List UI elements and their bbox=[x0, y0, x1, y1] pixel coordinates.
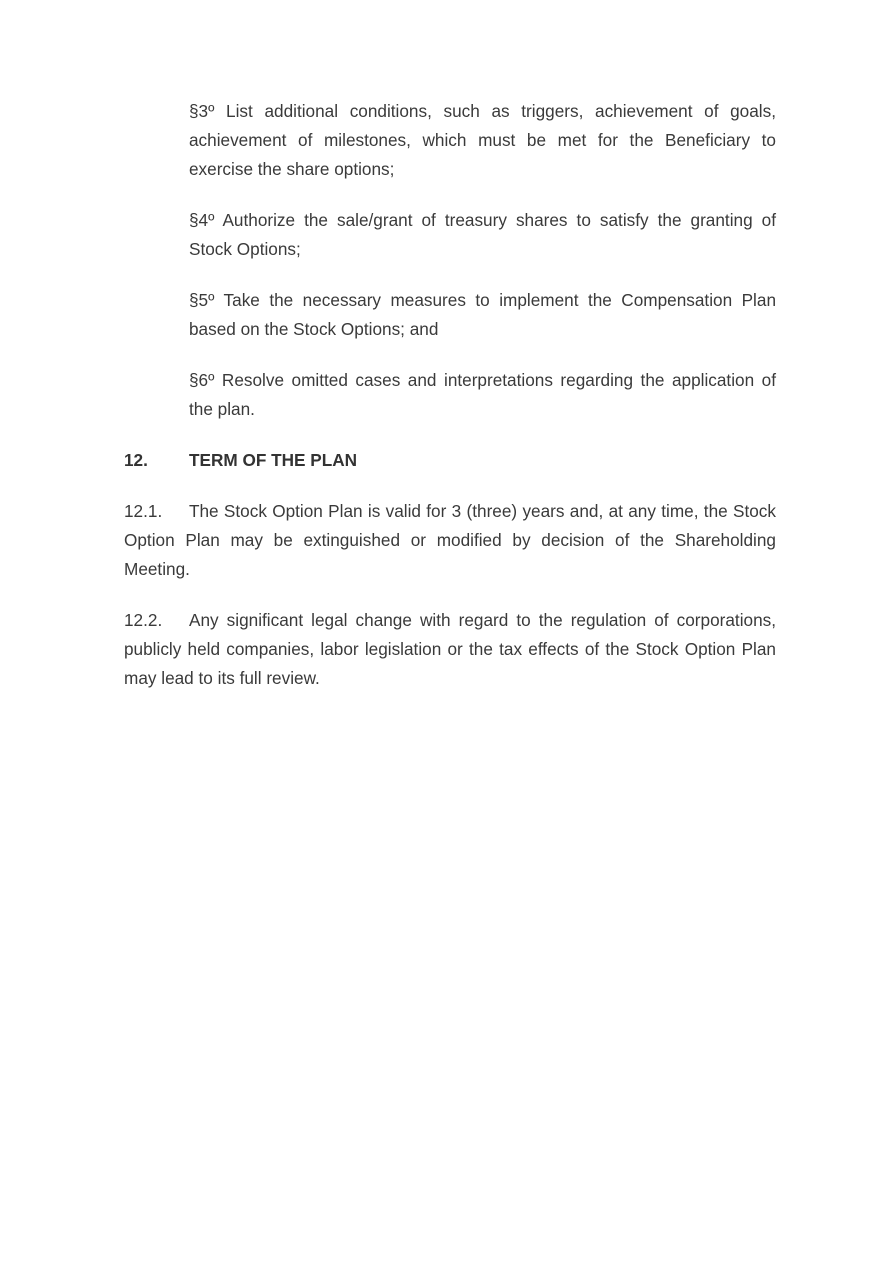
section-item-number: 12.1. bbox=[124, 501, 163, 521]
section-heading bbox=[124, 446, 776, 475]
clause-paragraph-4: §4º Authorize the sale/grant of treasury shares to satisfy the granting of Stock Options; bbox=[189, 210, 776, 259]
section-item-12-1 bbox=[124, 497, 776, 584]
section-number: 12. bbox=[124, 450, 148, 470]
section-item-text: Any significant legal change with regard to the regulation of corporations, publicly held companies, labor legislation or the tax effects of the Stock Option Plan may lead to its full review. bbox=[124, 610, 776, 688]
clause-paragraph-3: §3º List additional conditions, such as triggers, achievement of goals, achievement of milestones, which must be met for the Beneficiary to exercise the share options; bbox=[189, 101, 776, 179]
section-item-text: The Stock Option Plan is valid for 3 (three) years and, at any time, the Stock Option Plan may be extinguished or modified by decision of the Shareholding Meeting. bbox=[124, 501, 776, 579]
section-title: TERM OF THE PLAN bbox=[189, 450, 358, 470]
clause-paragraph-6: §6º Resolve omitted cases and interpretations regarding the application of the plan. bbox=[189, 370, 776, 419]
section-item-number: 12.2. bbox=[124, 610, 163, 630]
section-item-12-2 bbox=[124, 606, 776, 693]
clause-paragraph-5: §5º Take the necessary measures to implement the Compensation Plan based on the Stock Options; and bbox=[189, 290, 776, 339]
